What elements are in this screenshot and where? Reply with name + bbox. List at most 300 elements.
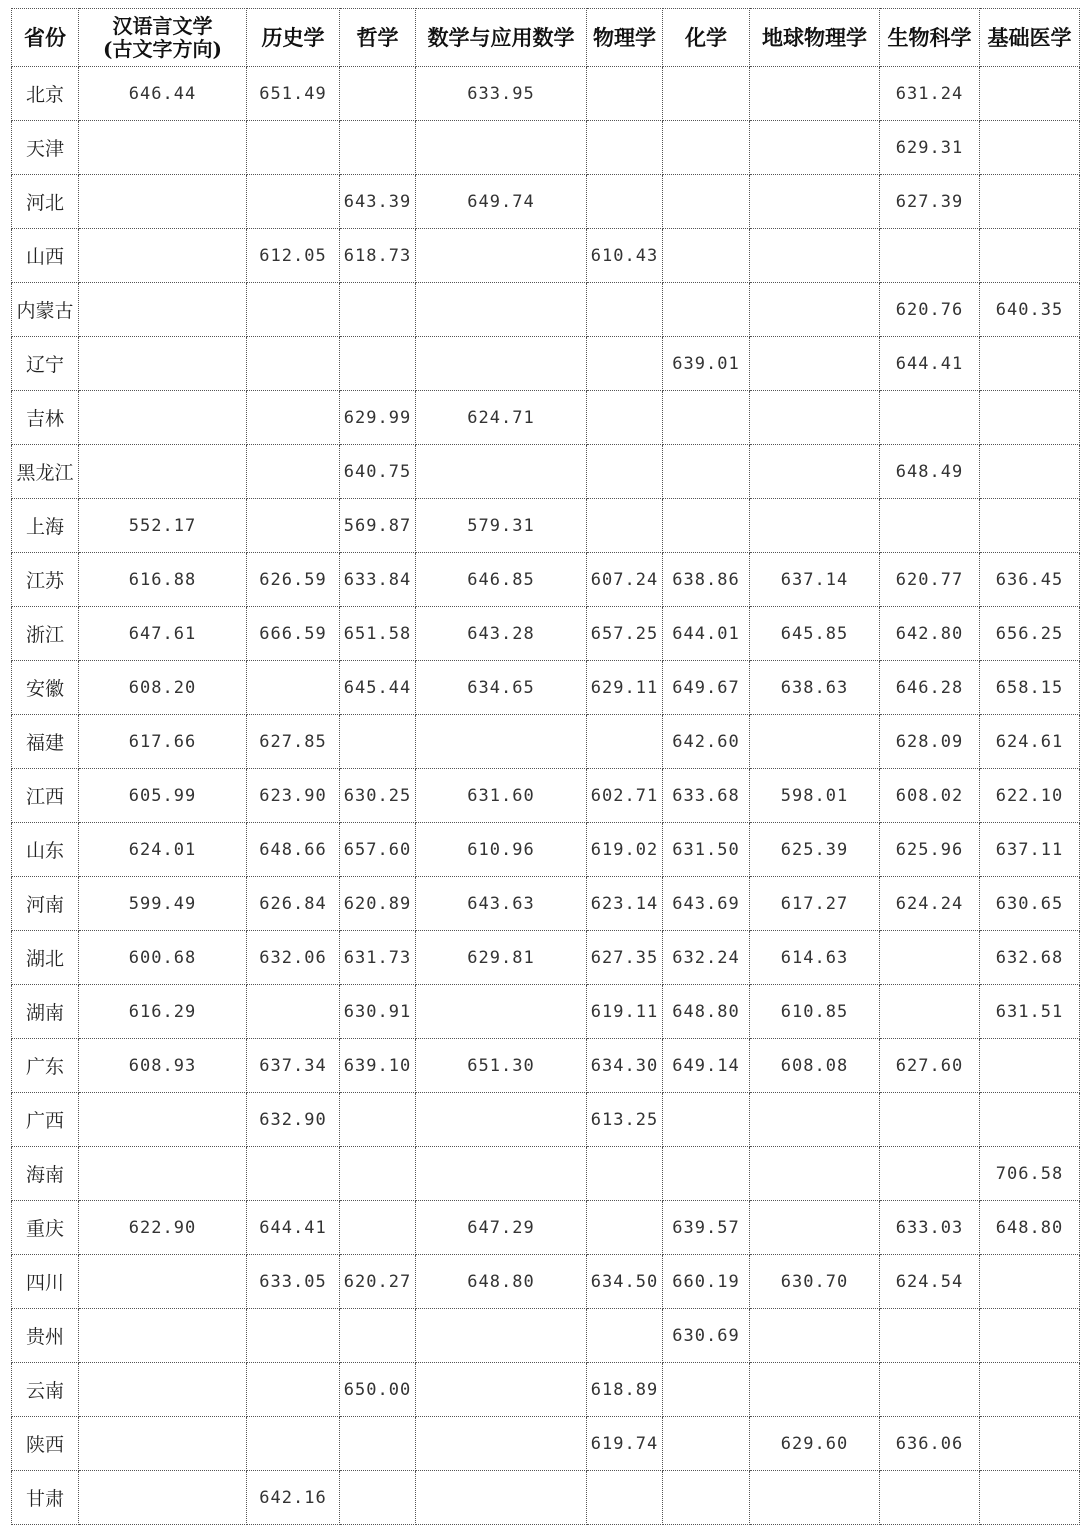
table-row (12, 121, 1080, 175)
score-cell: 630.70 (750, 1255, 880, 1309)
score-cell: 632.68 (980, 931, 1080, 985)
score-cell (663, 67, 750, 121)
score-cell: 624.54 (880, 1255, 980, 1309)
score-cell: 637.11 (980, 823, 1080, 877)
score-cell (880, 1093, 980, 1147)
score-cell (880, 499, 980, 553)
score-cell (587, 67, 663, 121)
score-cell (980, 1255, 1080, 1309)
score-cell: 630.91 (340, 985, 416, 1039)
table-row (12, 661, 1080, 715)
score-cell: 608.93 (79, 1039, 247, 1093)
score-cell: 632.90 (247, 1093, 340, 1147)
score-cell: 643.28 (416, 607, 587, 661)
score-cell (663, 1363, 750, 1417)
table-row (12, 1363, 1080, 1417)
score-cell: 633.84 (340, 553, 416, 607)
score-cell: 651.30 (416, 1039, 587, 1093)
score-cell (750, 1471, 880, 1525)
score-cell (587, 175, 663, 229)
score-cell: 631.24 (880, 67, 980, 121)
table-row (12, 175, 1080, 229)
table-row (12, 391, 1080, 445)
score-cell (79, 445, 247, 499)
score-cell: 620.27 (340, 1255, 416, 1309)
table-row (12, 1039, 1080, 1093)
header-chemistry: 化学 (663, 9, 750, 67)
header-geophysics: 地球物理学 (750, 9, 880, 67)
score-cell (587, 1309, 663, 1363)
score-cell: 625.96 (880, 823, 980, 877)
table-body (12, 67, 1080, 1525)
province-cell: 河南 (12, 877, 79, 931)
header-physics: 物理学 (587, 9, 663, 67)
score-cell (750, 1147, 880, 1201)
score-cell (980, 445, 1080, 499)
score-cell: 624.24 (880, 877, 980, 931)
score-cell: 633.68 (663, 769, 750, 823)
province-cell: 重庆 (12, 1201, 79, 1255)
score-cell (79, 1363, 247, 1417)
score-cell (750, 1363, 880, 1417)
score-cell: 628.09 (880, 715, 980, 769)
score-cell (880, 985, 980, 1039)
score-cell (416, 1309, 587, 1363)
score-cell (880, 391, 980, 445)
score-cell (79, 1309, 247, 1363)
table-row (12, 985, 1080, 1039)
score-cell: 629.31 (880, 121, 980, 175)
score-cell: 636.06 (880, 1417, 980, 1471)
score-cell: 617.66 (79, 715, 247, 769)
score-cell (416, 229, 587, 283)
score-cell (416, 1093, 587, 1147)
score-cell: 627.35 (587, 931, 663, 985)
score-cell: 706.58 (980, 1147, 1080, 1201)
score-cell: 620.89 (340, 877, 416, 931)
score-cell (340, 1147, 416, 1201)
score-cell: 624.61 (980, 715, 1080, 769)
score-cell: 648.66 (247, 823, 340, 877)
table-row (12, 1201, 1080, 1255)
header-mathematics: 数学与应用数学 (416, 9, 587, 67)
province-cell: 上海 (12, 499, 79, 553)
province-cell: 江苏 (12, 553, 79, 607)
score-cell (663, 499, 750, 553)
score-cell: 626.59 (247, 553, 340, 607)
score-cell (340, 1093, 416, 1147)
score-cell: 650.00 (340, 1363, 416, 1417)
score-cell: 638.86 (663, 553, 750, 607)
score-cell (247, 121, 340, 175)
score-cell: 645.44 (340, 661, 416, 715)
score-cell: 644.41 (880, 337, 980, 391)
score-cell: 630.69 (663, 1309, 750, 1363)
score-cell: 622.10 (980, 769, 1080, 823)
province-cell: 浙江 (12, 607, 79, 661)
score-cell (980, 391, 1080, 445)
score-cell: 651.49 (247, 67, 340, 121)
score-cell: 643.69 (663, 877, 750, 931)
table-row (12, 607, 1080, 661)
score-cell (750, 1309, 880, 1363)
score-cell (663, 1093, 750, 1147)
table-row (12, 1147, 1080, 1201)
score-cell (663, 1471, 750, 1525)
table-row (12, 877, 1080, 931)
score-table (11, 8, 1080, 1525)
score-cell (980, 337, 1080, 391)
score-cell: 648.80 (416, 1255, 587, 1309)
score-cell: 626.84 (247, 877, 340, 931)
score-cell: 633.95 (416, 67, 587, 121)
province-cell: 广西 (12, 1093, 79, 1147)
score-cell (79, 337, 247, 391)
score-cell (750, 391, 880, 445)
score-cell (340, 1201, 416, 1255)
score-cell: 620.76 (880, 283, 980, 337)
score-cell (247, 1417, 340, 1471)
score-cell (750, 715, 880, 769)
score-cell (79, 283, 247, 337)
score-cell: 643.39 (340, 175, 416, 229)
score-cell: 600.68 (79, 931, 247, 985)
score-cell (416, 445, 587, 499)
score-cell: 619.11 (587, 985, 663, 1039)
score-cell: 637.14 (750, 553, 880, 607)
score-cell (416, 1147, 587, 1201)
score-cell (587, 1201, 663, 1255)
table-row (12, 715, 1080, 769)
score-cell: 619.74 (587, 1417, 663, 1471)
score-cell: 627.85 (247, 715, 340, 769)
score-cell: 642.60 (663, 715, 750, 769)
score-cell (79, 1147, 247, 1201)
score-cell: 608.08 (750, 1039, 880, 1093)
score-cell (79, 229, 247, 283)
score-cell: 634.50 (587, 1255, 663, 1309)
score-cell: 646.85 (416, 553, 587, 607)
score-cell: 618.89 (587, 1363, 663, 1417)
score-cell (587, 445, 663, 499)
score-cell: 607.24 (587, 553, 663, 607)
score-cell: 632.24 (663, 931, 750, 985)
score-cell (416, 715, 587, 769)
table-row (12, 229, 1080, 283)
province-cell: 福建 (12, 715, 79, 769)
score-cell: 602.71 (587, 769, 663, 823)
score-cell (663, 121, 750, 175)
table-row (12, 499, 1080, 553)
score-cell (340, 67, 416, 121)
table-row (12, 823, 1080, 877)
score-cell (750, 121, 880, 175)
score-cell (340, 1309, 416, 1363)
score-cell: 647.61 (79, 607, 247, 661)
score-cell: 640.75 (340, 445, 416, 499)
score-cell (980, 1309, 1080, 1363)
score-cell: 618.73 (340, 229, 416, 283)
score-cell: 642.16 (247, 1471, 340, 1525)
score-cell (663, 1417, 750, 1471)
province-cell: 吉林 (12, 391, 79, 445)
score-cell: 643.63 (416, 877, 587, 931)
score-cell (247, 391, 340, 445)
score-cell: 631.73 (340, 931, 416, 985)
score-cell (247, 1309, 340, 1363)
score-cell (750, 175, 880, 229)
score-cell (880, 931, 980, 985)
header-basic-medicine: 基础医学 (980, 9, 1080, 67)
score-cell (587, 1471, 663, 1525)
score-cell: 646.28 (880, 661, 980, 715)
table-row (12, 1093, 1080, 1147)
score-cell (663, 283, 750, 337)
score-cell (750, 229, 880, 283)
score-cell: 644.41 (247, 1201, 340, 1255)
score-cell (750, 283, 880, 337)
score-cell: 605.99 (79, 769, 247, 823)
score-cell (416, 985, 587, 1039)
table-row (12, 337, 1080, 391)
score-cell (980, 1093, 1080, 1147)
score-cell: 613.25 (587, 1093, 663, 1147)
score-cell: 624.71 (416, 391, 587, 445)
score-cell: 631.50 (663, 823, 750, 877)
score-cell: 648.49 (880, 445, 980, 499)
score-cell: 623.14 (587, 877, 663, 931)
score-cell (750, 67, 880, 121)
score-cell (79, 1471, 247, 1525)
score-cell (980, 1363, 1080, 1417)
province-cell: 陕西 (12, 1417, 79, 1471)
province-cell: 海南 (12, 1147, 79, 1201)
score-cell (587, 1147, 663, 1201)
score-cell: 666.59 (247, 607, 340, 661)
score-cell (247, 1147, 340, 1201)
province-cell: 广东 (12, 1039, 79, 1093)
score-cell: 642.80 (880, 607, 980, 661)
score-cell (587, 391, 663, 445)
score-cell: 614.63 (750, 931, 880, 985)
province-cell: 贵州 (12, 1309, 79, 1363)
score-cell: 644.01 (663, 607, 750, 661)
score-cell (79, 121, 247, 175)
score-cell (663, 1147, 750, 1201)
score-cell: 619.02 (587, 823, 663, 877)
table-row (12, 445, 1080, 499)
score-cell: 657.60 (340, 823, 416, 877)
score-cell: 632.06 (247, 931, 340, 985)
score-cell (79, 391, 247, 445)
score-cell: 623.90 (247, 769, 340, 823)
score-cell: 608.20 (79, 661, 247, 715)
table-row (12, 67, 1080, 121)
score-cell (750, 1201, 880, 1255)
score-cell (587, 283, 663, 337)
table-row (12, 769, 1080, 823)
province-cell: 湖南 (12, 985, 79, 1039)
score-cell: 633.03 (880, 1201, 980, 1255)
province-cell: 甘肃 (12, 1471, 79, 1525)
score-cell: 631.60 (416, 769, 587, 823)
score-cell (663, 391, 750, 445)
score-cell: 639.10 (340, 1039, 416, 1093)
score-cell (416, 1417, 587, 1471)
score-cell: 629.99 (340, 391, 416, 445)
score-cell: 627.39 (880, 175, 980, 229)
score-cell: 599.49 (79, 877, 247, 931)
score-cell: 656.25 (980, 607, 1080, 661)
score-cell (247, 283, 340, 337)
score-cell: 649.74 (416, 175, 587, 229)
score-cell (247, 175, 340, 229)
province-cell: 河北 (12, 175, 79, 229)
province-cell: 江西 (12, 769, 79, 823)
table-row (12, 931, 1080, 985)
score-cell: 634.30 (587, 1039, 663, 1093)
score-cell (750, 337, 880, 391)
score-cell: 629.60 (750, 1417, 880, 1471)
score-cell (247, 445, 340, 499)
score-cell: 617.27 (750, 877, 880, 931)
score-cell: 569.87 (340, 499, 416, 553)
score-cell (340, 283, 416, 337)
score-cell: 660.19 (663, 1255, 750, 1309)
score-cell: 637.34 (247, 1039, 340, 1093)
score-cell (880, 1363, 980, 1417)
score-cell: 627.60 (880, 1039, 980, 1093)
province-cell: 北京 (12, 67, 79, 121)
province-cell: 湖北 (12, 931, 79, 985)
header-history: 历史学 (247, 9, 340, 67)
score-cell (980, 499, 1080, 553)
score-cell: 649.14 (663, 1039, 750, 1093)
score-cell (980, 175, 1080, 229)
score-cell: 624.01 (79, 823, 247, 877)
score-cell (980, 229, 1080, 283)
score-cell (880, 1471, 980, 1525)
score-cell (587, 715, 663, 769)
score-cell: 579.31 (416, 499, 587, 553)
score-cell (980, 1471, 1080, 1525)
score-cell (247, 1363, 340, 1417)
score-cell: 633.05 (247, 1255, 340, 1309)
score-cell (663, 445, 750, 499)
score-cell: 616.29 (79, 985, 247, 1039)
score-cell: 636.45 (980, 553, 1080, 607)
header-chinese-literature-paleography: 汉语言文学 (古文字方向) (79, 9, 247, 67)
score-cell (79, 175, 247, 229)
score-cell (663, 175, 750, 229)
score-cell (340, 1471, 416, 1525)
table-row (12, 283, 1080, 337)
score-cell: 612.05 (247, 229, 340, 283)
province-cell: 四川 (12, 1255, 79, 1309)
score-cell (247, 661, 340, 715)
score-cell: 598.01 (750, 769, 880, 823)
score-cell (880, 229, 980, 283)
province-cell: 天津 (12, 121, 79, 175)
score-cell (587, 499, 663, 553)
score-cell: 630.65 (980, 877, 1080, 931)
score-cell (880, 1147, 980, 1201)
score-cell (880, 1309, 980, 1363)
table-row (12, 553, 1080, 607)
score-cell: 629.11 (587, 661, 663, 715)
score-cell: 625.39 (750, 823, 880, 877)
score-cell (416, 1363, 587, 1417)
score-cell (587, 121, 663, 175)
province-cell: 山西 (12, 229, 79, 283)
header-biology: 生物科学 (880, 9, 980, 67)
province-cell: 黑龙江 (12, 445, 79, 499)
score-cell: 645.85 (750, 607, 880, 661)
score-cell: 648.80 (663, 985, 750, 1039)
score-cell: 647.29 (416, 1201, 587, 1255)
score-cell: 658.15 (980, 661, 1080, 715)
header-philosophy: 哲学 (340, 9, 416, 67)
province-cell: 安徽 (12, 661, 79, 715)
score-cell (750, 1093, 880, 1147)
table-row (12, 1309, 1080, 1363)
score-cell (980, 67, 1080, 121)
score-cell: 657.25 (587, 607, 663, 661)
score-cell: 648.80 (980, 1201, 1080, 1255)
score-cell (663, 229, 750, 283)
score-cell: 631.51 (980, 985, 1080, 1039)
score-cell: 639.57 (663, 1201, 750, 1255)
table-row (12, 1417, 1080, 1471)
score-cell: 552.17 (79, 499, 247, 553)
score-cell: 634.65 (416, 661, 587, 715)
score-cell: 608.02 (880, 769, 980, 823)
score-cell (79, 1093, 247, 1147)
score-cell: 620.77 (880, 553, 980, 607)
score-cell: 629.81 (416, 931, 587, 985)
province-cell: 内蒙古 (12, 283, 79, 337)
score-cell (340, 337, 416, 391)
score-cell: 610.96 (416, 823, 587, 877)
score-cell (416, 1471, 587, 1525)
score-cell: 610.43 (587, 229, 663, 283)
score-cell (247, 985, 340, 1039)
score-cell (750, 499, 880, 553)
score-cell (416, 283, 587, 337)
table-row (12, 1471, 1080, 1525)
score-cell (340, 1417, 416, 1471)
score-cell (340, 121, 416, 175)
score-cell: 622.90 (79, 1201, 247, 1255)
score-cell (247, 499, 340, 553)
province-cell: 辽宁 (12, 337, 79, 391)
score-cell: 646.44 (79, 67, 247, 121)
score-cell: 638.63 (750, 661, 880, 715)
province-cell: 山东 (12, 823, 79, 877)
score-cell (340, 715, 416, 769)
score-cell: 649.67 (663, 661, 750, 715)
score-cell (79, 1255, 247, 1309)
score-cell (750, 445, 880, 499)
score-cell (79, 1417, 247, 1471)
score-cell: 651.58 (340, 607, 416, 661)
score-cell: 616.88 (79, 553, 247, 607)
province-cell: 云南 (12, 1363, 79, 1417)
score-cell: 610.85 (750, 985, 880, 1039)
score-cell (416, 121, 587, 175)
score-cell: 630.25 (340, 769, 416, 823)
score-cell (980, 1039, 1080, 1093)
